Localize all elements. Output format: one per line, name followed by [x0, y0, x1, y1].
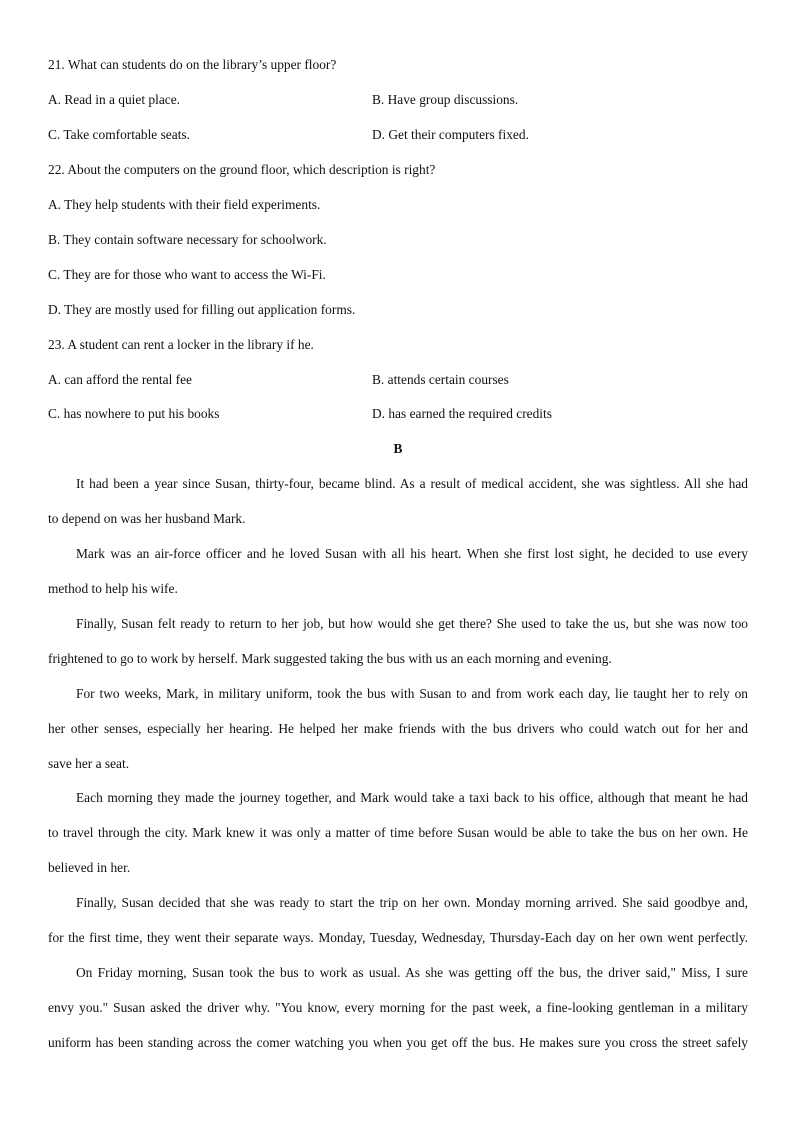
question-21-stem: 21. What can students do on the library’s upper floor? — [48, 57, 337, 72]
passage-paragraph-2-line-1: Mark was an air-force officer and he loved Susan with all his heart. When she first lost sight, he decided to use every — [76, 546, 748, 561]
passage-paragraph-5-line-3: believed in her. — [48, 860, 131, 875]
question-21-option-d: D. Get their computers fixed. — [372, 127, 529, 142]
passage-paragraph-5-line-1: Each morning they made the journey together, and Mark would take a taxi back to his office, although that meant he had — [76, 790, 748, 805]
passage-paragraph-6-line-1: Finally, Susan decided that she was ready to start the trip on her own. Monday morning arrived. She said goodbye and, — [76, 895, 748, 910]
question-21-option-c: C. Take comfortable seats. — [48, 127, 190, 142]
passage-paragraph-4-line-3: save her a seat. — [48, 756, 130, 771]
passage-paragraph-7-line-3: uniform has been standing across the comer watching you when you get off the bus. He makes sure you cross the street safely — [48, 1035, 748, 1050]
question-23-option-a: A. can afford the rental fee — [48, 372, 192, 387]
passage-paragraph-4-line-1: For two weeks, Mark, in military uniform, took the bus with Susan to and from work each day, lie taught her to rely on — [76, 686, 748, 701]
question-22-option-d: D. They are mostly used for filling out application forms. — [48, 302, 356, 317]
passage-paragraph-1-line-1: It had been a year since Susan, thirty-four, became blind. As a result of medical accident, she was sightless. All she had — [76, 476, 748, 491]
passage-paragraph-6-line-2: for the first time, they went their separate ways. Monday, Tuesday, Wednesday, Thursday-Each day on her own went perfectly. — [48, 930, 748, 945]
question-21-option-b: B. Have group discussions. — [372, 92, 519, 107]
passage-paragraph-4-line-2: her other senses, especially her hearing. He helped her make friends with the bus drivers who could watch out for her and — [48, 721, 748, 736]
passage-paragraph-3-line-1: Finally, Susan felt ready to return to her job, but how would she get there? She used to take the us, but she was now too — [76, 616, 748, 631]
question-21-option-a: A. Read in a quiet place. — [48, 92, 180, 107]
passage-paragraph-2-line-2: method to help his wife. — [48, 581, 178, 596]
passage-paragraph-3-line-2: frightened to go to work by herself. Mark suggested taking the bus with us an each morning and evening. — [48, 651, 612, 666]
passage-paragraph-7-line-1: On Friday morning, Susan took the bus to work as usual. As she was getting off the bus, the driver said," Miss, I sure — [76, 965, 748, 980]
question-23-option-c: C. has nowhere to put his books — [48, 406, 220, 421]
question-22-option-b: B. They contain software necessary for schoolwork. — [48, 232, 327, 247]
question-22-stem: 22. About the computers on the ground floor, which description is right? — [48, 162, 436, 177]
question-23-stem: 23. A student can rent a locker in the library if he. — [48, 337, 314, 352]
question-22-option-a: A. They help students with their field experiments. — [48, 197, 321, 212]
passage-paragraph-5-line-2: to travel through the city. Mark knew it was only a matter of time before Susan would be able to take the bus on her own. He — [48, 825, 748, 840]
section-heading: B — [393, 441, 403, 456]
question-23-option-b: B. attends certain courses — [372, 372, 509, 387]
passage-paragraph-1-line-2: to depend on was her husband Mark. — [48, 511, 246, 526]
question-22-option-c: C. They are for those who want to access the Wi-Fi. — [48, 267, 326, 282]
question-23-option-d: D. has earned the required credits — [372, 406, 552, 421]
passage-paragraph-7-line-2: envy you." Susan asked the driver why. "You know, every morning for the past week, a fine-looking gentleman in a military — [48, 1000, 748, 1015]
